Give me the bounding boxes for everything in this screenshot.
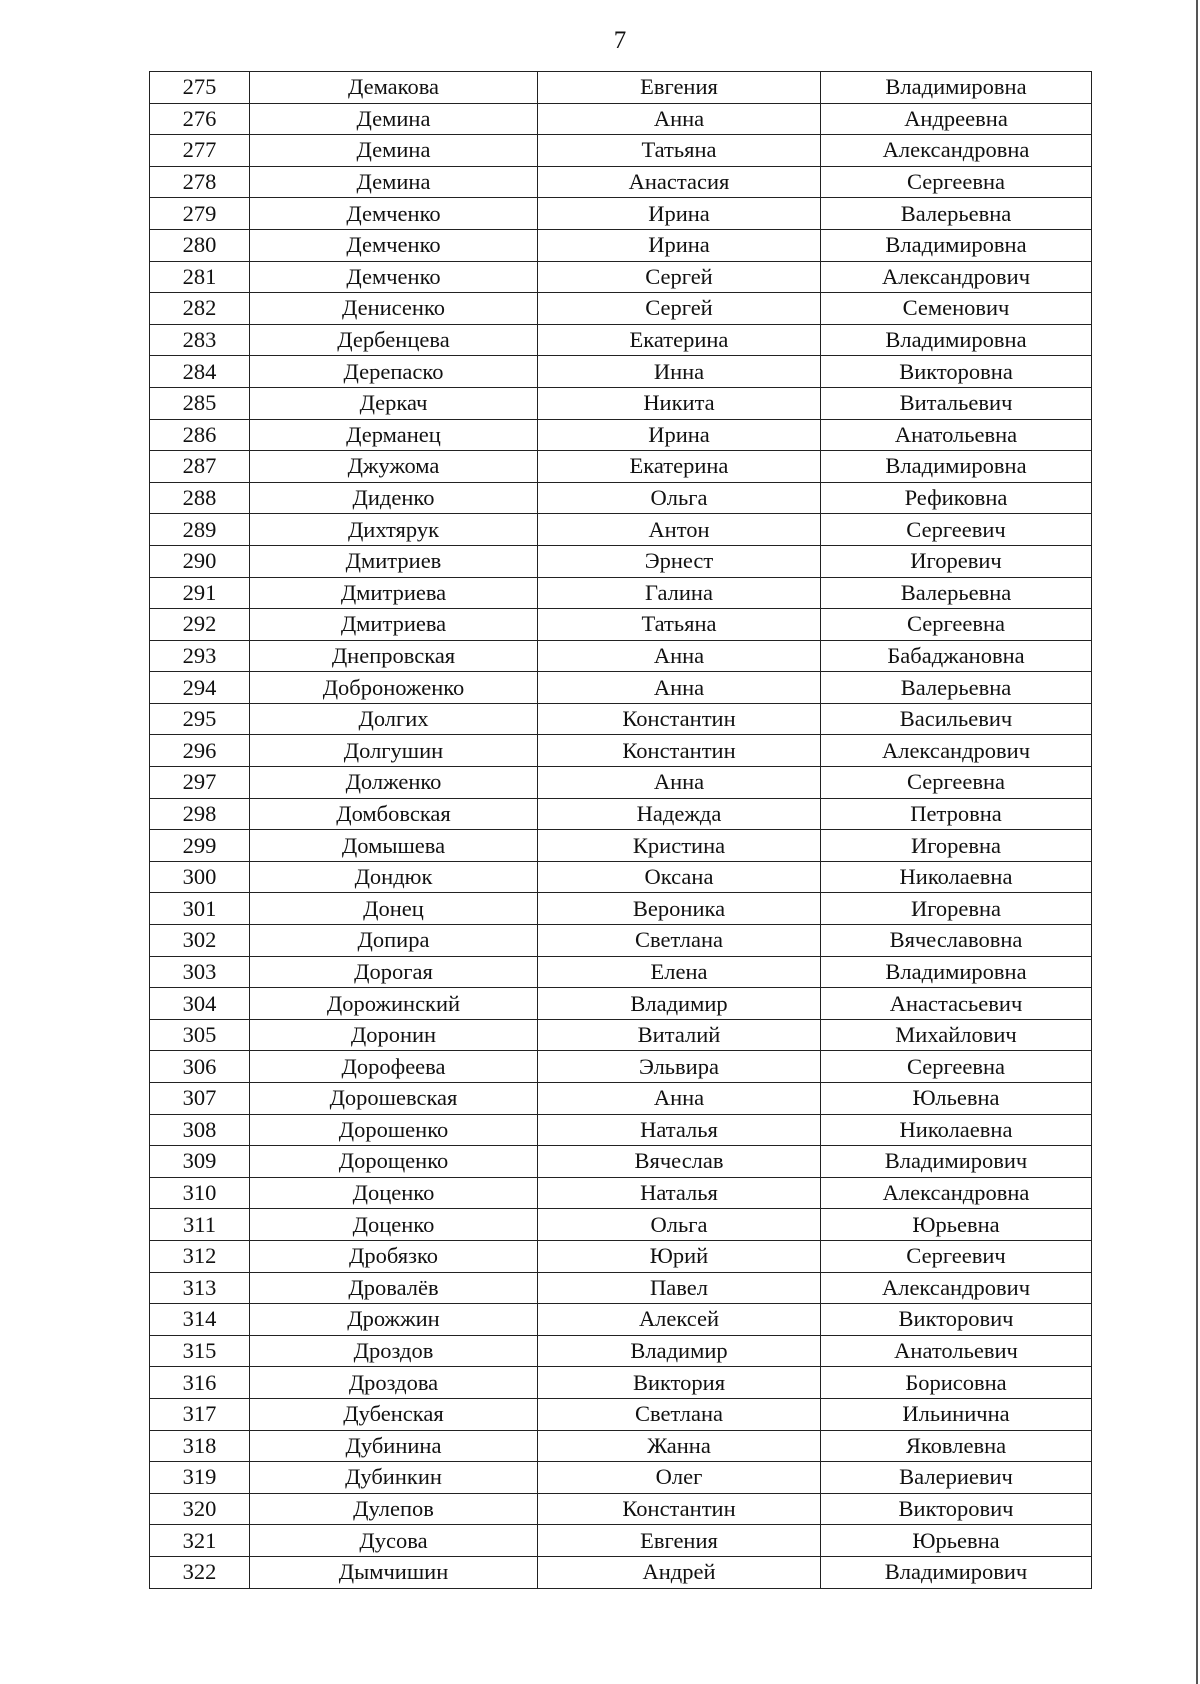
row-number-cell: 278: [150, 166, 250, 198]
last-name-cell: Дубинкин: [250, 1462, 538, 1494]
last-name-cell: Дроздова: [250, 1367, 538, 1399]
row-number-cell: 290: [150, 545, 250, 577]
row-number-cell: 312: [150, 1240, 250, 1272]
last-name-cell: Дерманец: [250, 419, 538, 451]
first-name-cell: Анна: [538, 1083, 821, 1115]
first-name-cell: Анастасия: [538, 166, 821, 198]
first-name-cell: Антон: [538, 514, 821, 546]
last-name-cell: Дмитриева: [250, 609, 538, 641]
first-name-cell: Ирина: [538, 198, 821, 230]
last-name-cell: Дубенская: [250, 1398, 538, 1430]
first-name-cell: Анна: [538, 640, 821, 672]
patronymic-cell: Викторович: [821, 1304, 1092, 1336]
table-row: [150, 103, 1092, 135]
table-row: [150, 893, 1092, 925]
table-row: [150, 830, 1092, 862]
row-number-cell: 304: [150, 988, 250, 1020]
table-row: [150, 609, 1092, 641]
row-number-cell: 285: [150, 387, 250, 419]
last-name-cell: Доценко: [250, 1177, 538, 1209]
patronymic-cell: Игоревич: [821, 545, 1092, 577]
row-number-cell: 281: [150, 261, 250, 293]
table-row: [150, 1335, 1092, 1367]
row-number-cell: 313: [150, 1272, 250, 1304]
table-row: [150, 324, 1092, 356]
table-row: [150, 1462, 1092, 1494]
patronymic-cell: Александровна: [821, 1177, 1092, 1209]
row-number-cell: 275: [150, 72, 250, 104]
last-name-cell: Дусова: [250, 1525, 538, 1557]
first-name-cell: Кристина: [538, 830, 821, 862]
first-name-cell: Никита: [538, 387, 821, 419]
row-number-cell: 283: [150, 324, 250, 356]
last-name-cell: Дробязко: [250, 1240, 538, 1272]
patronymic-cell: Анатольевна: [821, 419, 1092, 451]
patronymic-cell: Валериевич: [821, 1462, 1092, 1494]
first-name-cell: Виктория: [538, 1367, 821, 1399]
first-name-cell: Галина: [538, 577, 821, 609]
row-number-cell: 322: [150, 1556, 250, 1588]
last-name-cell: Дорощенко: [250, 1146, 538, 1178]
table-row: [150, 229, 1092, 261]
table-row: [150, 1398, 1092, 1430]
first-name-cell: Татьяна: [538, 135, 821, 167]
first-name-cell: Виталий: [538, 1019, 821, 1051]
row-number-cell: 277: [150, 135, 250, 167]
first-name-cell: Владимир: [538, 1335, 821, 1367]
patronymic-cell: Семенович: [821, 293, 1092, 325]
row-number-cell: 316: [150, 1367, 250, 1399]
first-name-cell: Евгения: [538, 72, 821, 104]
first-name-cell: Ольга: [538, 482, 821, 514]
first-name-cell: Эрнест: [538, 545, 821, 577]
patronymic-cell: Сергеевна: [821, 767, 1092, 799]
patronymic-cell: Викторович: [821, 1493, 1092, 1525]
first-name-cell: Татьяна: [538, 609, 821, 641]
patronymic-cell: Юльевна: [821, 1083, 1092, 1115]
patronymic-cell: Михайлович: [821, 1019, 1092, 1051]
last-name-cell: Демченко: [250, 229, 538, 261]
row-number-cell: 289: [150, 514, 250, 546]
patronymic-cell: Владимировна: [821, 72, 1092, 104]
roster-table: [149, 71, 1092, 1589]
table-row: [150, 135, 1092, 167]
last-name-cell: Дмитриев: [250, 545, 538, 577]
patronymic-cell: Владимирович: [821, 1556, 1092, 1588]
last-name-cell: Демакова: [250, 72, 538, 104]
row-number-cell: 300: [150, 861, 250, 893]
last-name-cell: Домышева: [250, 830, 538, 862]
first-name-cell: Анна: [538, 103, 821, 135]
patronymic-cell: Валерьевна: [821, 198, 1092, 230]
patronymic-cell: Игоревна: [821, 893, 1092, 925]
table-row: [150, 1272, 1092, 1304]
last-name-cell: Дрожжин: [250, 1304, 538, 1336]
last-name-cell: Долгушин: [250, 735, 538, 767]
table-row: [150, 577, 1092, 609]
row-number-cell: 293: [150, 640, 250, 672]
row-number-cell: 298: [150, 798, 250, 830]
patronymic-cell: Витальевич: [821, 387, 1092, 419]
first-name-cell: Сергей: [538, 261, 821, 293]
patronymic-cell: Александрович: [821, 261, 1092, 293]
last-name-cell: Дроздов: [250, 1335, 538, 1367]
last-name-cell: Деркач: [250, 387, 538, 419]
row-number-cell: 311: [150, 1209, 250, 1241]
patronymic-cell: Александрович: [821, 1272, 1092, 1304]
patronymic-cell: Николаевна: [821, 861, 1092, 893]
table-row: [150, 514, 1092, 546]
first-name-cell: Жанна: [538, 1430, 821, 1462]
first-name-cell: Ольга: [538, 1209, 821, 1241]
roster-table-body: [150, 72, 1092, 1589]
last-name-cell: Долгих: [250, 703, 538, 735]
table-row: [150, 735, 1092, 767]
last-name-cell: Дровалёв: [250, 1272, 538, 1304]
first-name-cell: Владимир: [538, 988, 821, 1020]
patronymic-cell: Сергеевна: [821, 166, 1092, 198]
table-row: [150, 1114, 1092, 1146]
patronymic-cell: Владимировна: [821, 956, 1092, 988]
table-row: [150, 640, 1092, 672]
table-row: [150, 1240, 1092, 1272]
last-name-cell: Донец: [250, 893, 538, 925]
row-number-cell: 282: [150, 293, 250, 325]
patronymic-cell: Владимировна: [821, 451, 1092, 483]
row-number-cell: 295: [150, 703, 250, 735]
table-row: [150, 1556, 1092, 1588]
last-name-cell: Дымчишин: [250, 1556, 538, 1588]
first-name-cell: Ирина: [538, 229, 821, 261]
last-name-cell: Джужома: [250, 451, 538, 483]
row-number-cell: 317: [150, 1398, 250, 1430]
row-number-cell: 279: [150, 198, 250, 230]
row-number-cell: 303: [150, 956, 250, 988]
last-name-cell: Днепровская: [250, 640, 538, 672]
first-name-cell: Ирина: [538, 419, 821, 451]
table-row: [150, 482, 1092, 514]
table-row: [150, 293, 1092, 325]
last-name-cell: Дубинина: [250, 1430, 538, 1462]
last-name-cell: Диденко: [250, 482, 538, 514]
patronymic-cell: Николаевна: [821, 1114, 1092, 1146]
row-number-cell: 309: [150, 1146, 250, 1178]
last-name-cell: Демченко: [250, 261, 538, 293]
patronymic-cell: Сергеевна: [821, 609, 1092, 641]
first-name-cell: Алексей: [538, 1304, 821, 1336]
table-row: [150, 767, 1092, 799]
first-name-cell: Вероника: [538, 893, 821, 925]
table-row: [150, 861, 1092, 893]
last-name-cell: Демина: [250, 166, 538, 198]
table-row: [150, 1083, 1092, 1115]
last-name-cell: Долженко: [250, 767, 538, 799]
page-edge-line: [1196, 0, 1198, 1684]
first-name-cell: Павел: [538, 1272, 821, 1304]
row-number-cell: 318: [150, 1430, 250, 1462]
last-name-cell: Демина: [250, 135, 538, 167]
patronymic-cell: Яковлевна: [821, 1430, 1092, 1462]
patronymic-cell: Александрович: [821, 735, 1092, 767]
patronymic-cell: Владимирович: [821, 1146, 1092, 1178]
row-number-cell: 286: [150, 419, 250, 451]
row-number-cell: 297: [150, 767, 250, 799]
first-name-cell: Андрей: [538, 1556, 821, 1588]
row-number-cell: 305: [150, 1019, 250, 1051]
row-number-cell: 294: [150, 672, 250, 704]
last-name-cell: Дерепаско: [250, 356, 538, 388]
row-number-cell: 319: [150, 1462, 250, 1494]
last-name-cell: Допира: [250, 925, 538, 957]
table-row: [150, 72, 1092, 104]
table-row: [150, 988, 1092, 1020]
last-name-cell: Дорошевская: [250, 1083, 538, 1115]
table-row: [150, 1146, 1092, 1178]
first-name-cell: Сергей: [538, 293, 821, 325]
patronymic-cell: Бабаджановна: [821, 640, 1092, 672]
first-name-cell: Светлана: [538, 925, 821, 957]
row-number-cell: 310: [150, 1177, 250, 1209]
table-row: [150, 387, 1092, 419]
row-number-cell: 296: [150, 735, 250, 767]
row-number-cell: 292: [150, 609, 250, 641]
first-name-cell: Инна: [538, 356, 821, 388]
table-row: [150, 261, 1092, 293]
first-name-cell: Екатерина: [538, 451, 821, 483]
table-row: [150, 198, 1092, 230]
patronymic-cell: Сергеевна: [821, 1051, 1092, 1083]
page-number: 7: [613, 27, 627, 54]
table-row: [150, 1304, 1092, 1336]
table-row: [150, 703, 1092, 735]
patronymic-cell: Игоревна: [821, 830, 1092, 862]
table-row: [150, 1493, 1092, 1525]
first-name-cell: Оксана: [538, 861, 821, 893]
last-name-cell: Денисенко: [250, 293, 538, 325]
table-row: [150, 1019, 1092, 1051]
patronymic-cell: Юрьевна: [821, 1209, 1092, 1241]
table-row: [150, 356, 1092, 388]
last-name-cell: Доронин: [250, 1019, 538, 1051]
first-name-cell: Юрий: [538, 1240, 821, 1272]
row-number-cell: 302: [150, 925, 250, 957]
patronymic-cell: Ильинична: [821, 1398, 1092, 1430]
first-name-cell: Елена: [538, 956, 821, 988]
last-name-cell: Дорожинский: [250, 988, 538, 1020]
patronymic-cell: Викторовна: [821, 356, 1092, 388]
patronymic-cell: Анастасьевич: [821, 988, 1092, 1020]
patronymic-cell: Рефиковна: [821, 482, 1092, 514]
table-row: [150, 545, 1092, 577]
first-name-cell: Вячеслав: [538, 1146, 821, 1178]
table-row: [150, 1051, 1092, 1083]
row-number-cell: 288: [150, 482, 250, 514]
first-name-cell: Надежда: [538, 798, 821, 830]
first-name-cell: Наталья: [538, 1114, 821, 1146]
table-row: [150, 798, 1092, 830]
first-name-cell: Константин: [538, 735, 821, 767]
row-number-cell: 301: [150, 893, 250, 925]
patronymic-cell: Вячеславовна: [821, 925, 1092, 957]
patronymic-cell: Борисовна: [821, 1367, 1092, 1399]
patronymic-cell: Петровна: [821, 798, 1092, 830]
table-row: [150, 1525, 1092, 1557]
last-name-cell: Доценко: [250, 1209, 538, 1241]
patronymic-cell: Сергеевич: [821, 514, 1092, 546]
first-name-cell: Эльвира: [538, 1051, 821, 1083]
patronymic-cell: Валерьевна: [821, 672, 1092, 704]
patronymic-cell: Анатольевич: [821, 1335, 1092, 1367]
row-number-cell: 321: [150, 1525, 250, 1557]
last-name-cell: Дихтярук: [250, 514, 538, 546]
table-row: [150, 1367, 1092, 1399]
patronymic-cell: Валерьевна: [821, 577, 1092, 609]
table-row: [150, 925, 1092, 957]
last-name-cell: Демченко: [250, 198, 538, 230]
last-name-cell: Демина: [250, 103, 538, 135]
first-name-cell: Константин: [538, 703, 821, 735]
first-name-cell: Наталья: [538, 1177, 821, 1209]
patronymic-cell: Юрьевна: [821, 1525, 1092, 1557]
row-number-cell: 287: [150, 451, 250, 483]
row-number-cell: 299: [150, 830, 250, 862]
row-number-cell: 315: [150, 1335, 250, 1367]
row-number-cell: 276: [150, 103, 250, 135]
first-name-cell: Екатерина: [538, 324, 821, 356]
row-number-cell: 284: [150, 356, 250, 388]
last-name-cell: Дондюк: [250, 861, 538, 893]
last-name-cell: Дулепов: [250, 1493, 538, 1525]
patronymic-cell: Владимировна: [821, 324, 1092, 356]
last-name-cell: Дербенцева: [250, 324, 538, 356]
patronymic-cell: Александровна: [821, 135, 1092, 167]
row-number-cell: 306: [150, 1051, 250, 1083]
table-row: [150, 419, 1092, 451]
last-name-cell: Доброноженко: [250, 672, 538, 704]
first-name-cell: Светлана: [538, 1398, 821, 1430]
last-name-cell: Дорофеева: [250, 1051, 538, 1083]
patronymic-cell: Васильевич: [821, 703, 1092, 735]
patronymic-cell: Андреевна: [821, 103, 1092, 135]
first-name-cell: Олег: [538, 1462, 821, 1494]
last-name-cell: Дорогая: [250, 956, 538, 988]
table-row: [150, 1430, 1092, 1462]
row-number-cell: 308: [150, 1114, 250, 1146]
first-name-cell: Анна: [538, 672, 821, 704]
table-row: [150, 451, 1092, 483]
table-row: [150, 1177, 1092, 1209]
row-number-cell: 307: [150, 1083, 250, 1115]
row-number-cell: 280: [150, 229, 250, 261]
first-name-cell: Константин: [538, 1493, 821, 1525]
first-name-cell: Евгения: [538, 1525, 821, 1557]
row-number-cell: 314: [150, 1304, 250, 1336]
table-row: [150, 956, 1092, 988]
last-name-cell: Домбовская: [250, 798, 538, 830]
row-number-cell: 291: [150, 577, 250, 609]
table-row: [150, 1209, 1092, 1241]
patronymic-cell: Владимировна: [821, 229, 1092, 261]
patronymic-cell: Сергеевич: [821, 1240, 1092, 1272]
row-number-cell: 320: [150, 1493, 250, 1525]
last-name-cell: Дорошенко: [250, 1114, 538, 1146]
table-row: [150, 166, 1092, 198]
first-name-cell: Анна: [538, 767, 821, 799]
last-name-cell: Дмитриева: [250, 577, 538, 609]
table-row: [150, 672, 1092, 704]
